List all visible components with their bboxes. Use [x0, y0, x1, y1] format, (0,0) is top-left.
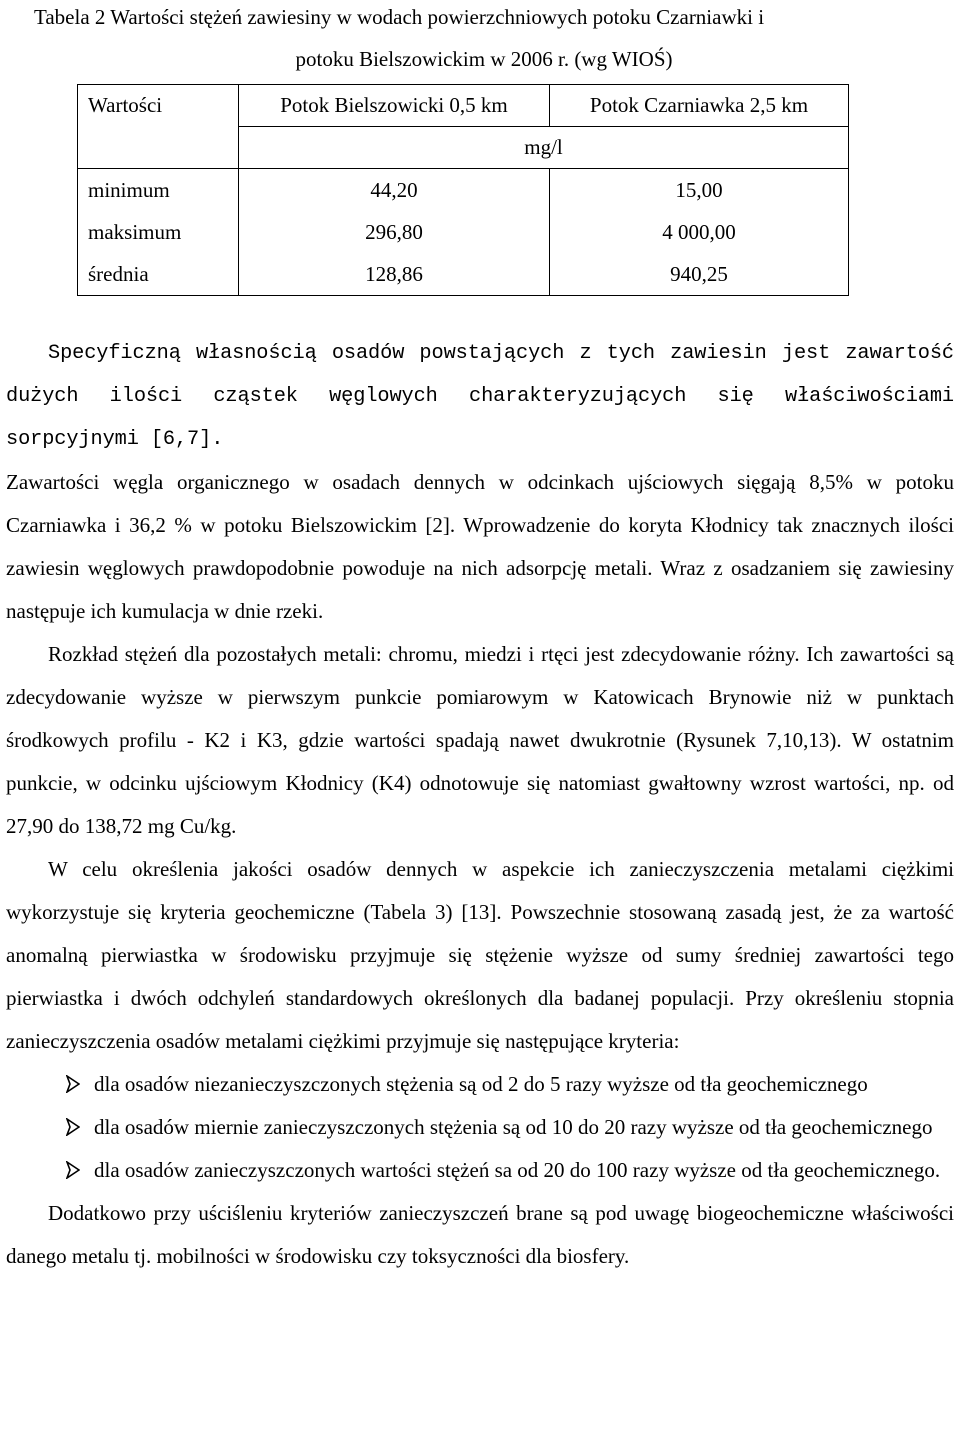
- table-cell: 296,80: [239, 211, 550, 253]
- caption-line-1: Tabela 2 Wartości stężeń zawiesiny w wodach powierzchniowych potoku Czarniawki i: [34, 5, 765, 29]
- table-cell: maksimum: [78, 211, 239, 253]
- table-header-cell: Potok Bielszowicki 0,5 km: [239, 85, 550, 127]
- paragraph: Rozkład stężeń dla pozostałych metali: chromu, miedzi i rtęci jest zdecydowanie różny. Ich zawartości są zdecydowanie wyższe w pierwszym punkcie pomiarowym w Katowicach Brynowie niż w punktach środkowych profilu - K2 i K3, gdzie wartości spadają nawet dwukrotnie (Rysunek 7,10,13). W ostatnim punkcie, w odcinku ujściowym Kłodnicy (K4) odnotowuje się natomiast gwałtowny wzrost wartości, np. od 27,90 do 138,72 mg Cu/kg.: [6, 642, 954, 838]
- table-cell: 44,20: [239, 169, 550, 212]
- table-header-row: [78, 85, 849, 127]
- table-cell: minimum: [78, 169, 239, 212]
- list-item-text: dla osadów zanieczyszczonych wartości stężeń sa od 20 do 100 razy wyższe od tła geochemicznego.: [94, 1158, 941, 1182]
- suspension-concentration-table: [77, 84, 849, 296]
- criteria-list: [6, 1063, 954, 1192]
- table-cell: 940,25: [550, 253, 849, 296]
- paragraph: Dodatkowo przy uściśleniu kryteriów zanieczyszczeń brane są pod uwagę biogeochemiczne właściwości danego metalu tj. mobilności w środowisku czy toksyczności dla biosfery.: [6, 1201, 954, 1268]
- table-header-cell: Wartości: [78, 85, 239, 127]
- caption-line-2: potoku Bielszowickim w 2006 r. (wg WIOŚ): [295, 47, 673, 71]
- list-item-text: dla osadów miernie zanieczyszczonych stężenia są od 10 do 20 razy wyższe od tła geochemicznego: [94, 1115, 933, 1139]
- arrowhead-bullet-icon: [66, 1075, 80, 1093]
- arrowhead-bullet-icon: [66, 1161, 80, 1179]
- table-unit-row: [78, 127, 849, 169]
- list-item-text: dla osadów niezanieczyszczonych stężenia są od 2 do 5 razy wyższe od tła geochemicznego: [94, 1072, 868, 1096]
- table-cell: 4 000,00: [550, 211, 849, 253]
- table-row: [78, 211, 849, 253]
- list-item: [6, 1063, 954, 1106]
- table-caption: [34, 0, 934, 80]
- table-cell: [78, 127, 239, 169]
- table-cell: średnia: [78, 253, 239, 296]
- arrowhead-bullet-icon: [66, 1118, 80, 1136]
- paragraph: Specyficzną własnością osadów powstających z tych zawiesin jest zawartość dużych ilości cząstek węglowych charakteryzujących się właściwościami sorpcyjnymi [6,7].: [6, 342, 954, 451]
- table-header-cell: Potok Czarniawka 2,5 km: [550, 85, 849, 127]
- table-row: [78, 253, 849, 296]
- list-item: [6, 1149, 954, 1192]
- table-cell: 128,86: [239, 253, 550, 296]
- paragraph: Zawartości węgla organicznego w osadach dennych w odcinkach ujściowych sięgają 8,5% w potoku Czarniawka i 36,2 % w potoku Bielszowickim [2]. Wprowadzenie do koryta Kłodnicy tak znacznych ilości zawiesin węglowych prawdopodobnie powoduje na nich adsorpcję metali. Wraz z osadzaniem się zawiesiny następuje ich kumulacja w dnie rzeki.: [6, 470, 954, 623]
- list-item: [6, 1106, 954, 1149]
- body-text: [6, 332, 954, 1278]
- table-cell: 15,00: [550, 169, 849, 212]
- table-row: [78, 169, 849, 212]
- table-unit-cell: mg/l: [239, 127, 849, 169]
- paragraph: W celu określenia jakości osadów dennych w aspekcie ich zanieczyszczenia metalami ciężkimi wykorzystuje się kryteria geochemiczne (Tabela 3) [13]. Powszechnie stosowaną zasadą jest, że za wartość anomalną pierwiastka w środowisku przyjmuje się stężenie wyższe od sumy średniej zawartości tego pierwiastka i dwóch odchyleń standardowych określonych dla badanej populacji. Przy określeniu stopnia zanieczyszczenia osadów metalami ciężkimi przyjmuje się następujące kryteria:: [6, 857, 954, 1053]
